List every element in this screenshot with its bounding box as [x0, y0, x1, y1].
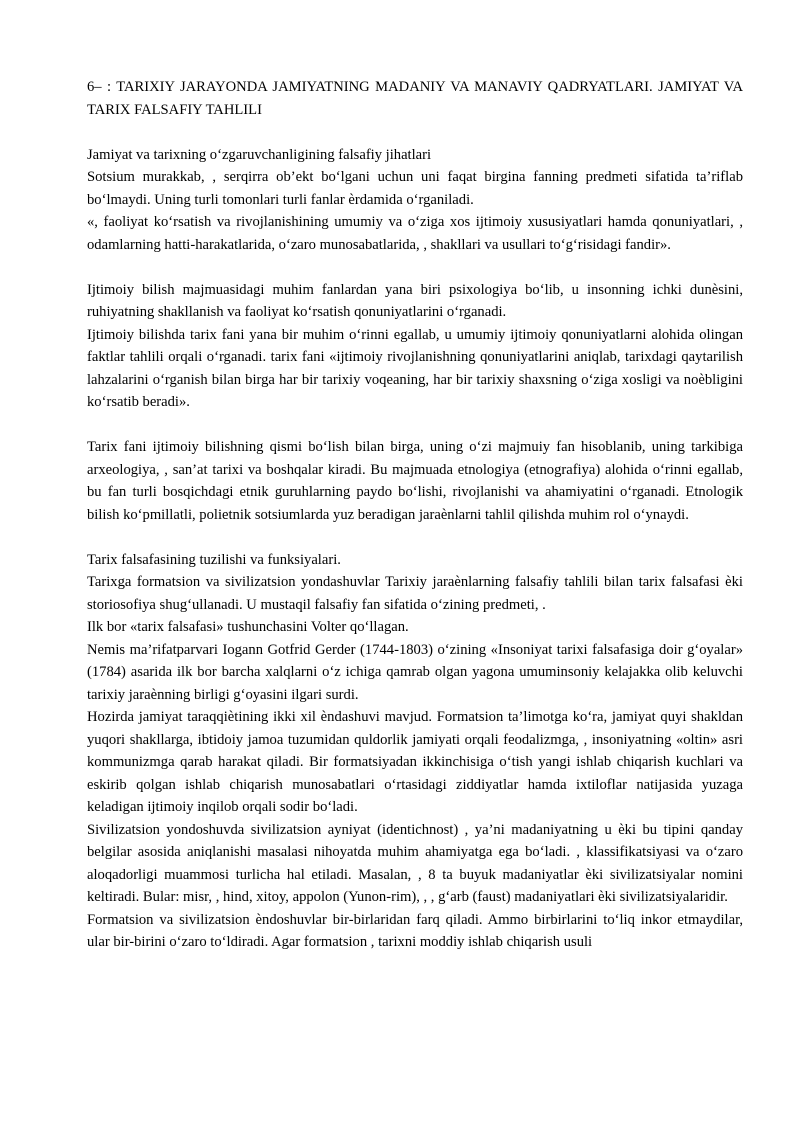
paragraph: «, faoliyat ko‘rsatish va rivojlanishining umumiy va o‘ziga xos ijtimoiy xususiyatlari hamda qonuniyatlari, , odamlarning hatti-harakatlarida, o‘zaro munosabatlarida, , shakllari va usullari to‘g‘risidagi fandir».	[87, 214, 743, 253]
paragraph-gap	[87, 256, 743, 279]
paragraph: Sivilizatsion yondoshuvda sivilizatsion ayniyat (identichnost) , ya’ni madaniyatning u èki bu tipini qanday belgilar asosida aniqlanishi masalasi nihoyatda muhim ahamiyatga ega bo‘ladi. , klassifikatsiyasi va o‘zaro aloqadorligi muammosi turlicha hal etiladi. Masalan, , 8 ta buyuk madaniyatlar èki sivilizatsiyalar nomini keltiradi. Bular: misr, , hind, xitoy, appolon (Yunon-rim), , , g‘arb (faust) madaniyatlari èki sivilizatsiyalaridir.	[87, 821, 743, 905]
document-title: 6– : TARIXIY JARAYONDA JAMIYATNING MADANIY VA MANAVIY QADRYATLARI. JAMIYAT VA TARIX FALSAFIY TAHLILI	[87, 79, 743, 118]
paragraph: Ijtimoiy bilishda tarix fani yana bir muhim o‘rinni egallab, u umumiy ijtimoiy qonuniyatlarni alohida olingan faktlar tahlili orqali o‘rganadi. tarix fani «ijtimoiy rivojlanishning qonuniyatlarini aniqlab, tarixdagi qaytarilish lahzalarini o‘rganish bilan birga har bir tarixiy voqeaning, har bir tarixiy shaxsning o‘ziga xosligi va noèbligini ko‘rsatib beradi».	[87, 326, 743, 410]
paragraph-gap	[87, 414, 743, 437]
paragraph: Hozirda jamiyat taraqqiètining ikki xil èndashuvi mavjud. Formatsion ta’limotga ko‘ra, jamiyat quyi shakldan yuqori shakllarga, ibtidoiy jamoa tuzumidan quldorlik jamiyati orqali feodalizmga, , insoniyatning «oltin» asri kommunizmga qarab harakat qiladi. Bir formatsiyadan ikkinchisiga o‘tish yangi ishlab chiqarish kuchlari va eskirib qolgan ishlab chiqarish munosabatlari o‘rtasidagi ziddiyatlar hamda ixtiloflar natijasida yuzaga keladigan ijtimoiy inqilob orqali sodir bo‘ladi.	[87, 709, 743, 815]
paragraph: Nemis ma’rifatparvari Iogann Gotfrid Gerder (1744-1803) o‘zining «Insoniyat tarixi falsafasiga doir g‘oyalar» (1784) asarida ilk bor barcha xalqlarni o‘z ichiga qamrab olgan yagona umuminsoniy kelajakka olib keluvchi tarixiy jaraènning birligi g‘oyasini ilgari surdi.	[87, 641, 743, 703]
paragraph-gap	[87, 121, 743, 144]
paragraph-gap	[87, 526, 743, 549]
section-heading: Jamiyat va tarixning o‘zgaruvchanligining falsafiy jihatlari	[87, 146, 432, 163]
section-heading: Tarix falsafasining tuzilishi va funksiyalari.	[87, 551, 341, 568]
paragraph: Sotsium murakkab, , serqirra ob’ekt bo‘lgani uchun uni faqat birgina fanning predmeti sifatida ta’riflab bo‘lmaydi. Uning turli tomonlari turli fanlar èrdamida o‘rganiladi.	[87, 169, 743, 208]
paragraph: Ijtimoiy bilish majmuasidagi muhim fanlardan yana biri psixologiya bo‘lib, u insonning ichki dunèsini, ruhiyatning shakllanish va faoliyat ko‘rsatish qonuniyatlarini o‘rganadi.	[87, 281, 743, 320]
paragraph: Tarix fani ijtimoiy bilishning qismi bo‘lish bilan birga, uning o‘zi majmuiy fan hisoblanib, uning tarkibiga arxeologiya, , san’at tarixi va boshqalar kiradi. Bu majmuada etnologiya (etnografiya) alohida o‘rinni egallab, bu fan turli bosqichdagi etnik guruhlarning paydo bo‘lishi, rivojlanishi va ahamiyatini o‘rganadi. Etnologik bilish ko‘pmillatli, polietnik sotsiumlarda yuz beradigan jaraènlarni tahlil qilishda muhim rol o‘ynaydi.	[87, 439, 743, 523]
paragraph: Tarixga formatsion va sivilizatsion yondashuvlar Tarixiy jaraènlarning falsafiy tahlili bilan tarix falsafasi èki storiosofiya shug‘ullanadi. U mustaqil falsafiy fan sifatida o‘zining predmeti, .	[87, 574, 743, 613]
paragraph: Formatsion va sivilizatsion èndoshuvlar bir-birlaridan farq qiladi. Ammo birbirlarini to‘liq inkor etmaydilar, ular bir-birini o‘zaro to‘ldiradi. Agar formatsion , tarixni moddiy ishlab chiqarish usuli	[87, 911, 743, 950]
document-page	[87, 76, 743, 954]
paragraph: Ilk bor «tarix falsafasi» tushunchasini Volter qo‘llagan.	[87, 619, 409, 635]
